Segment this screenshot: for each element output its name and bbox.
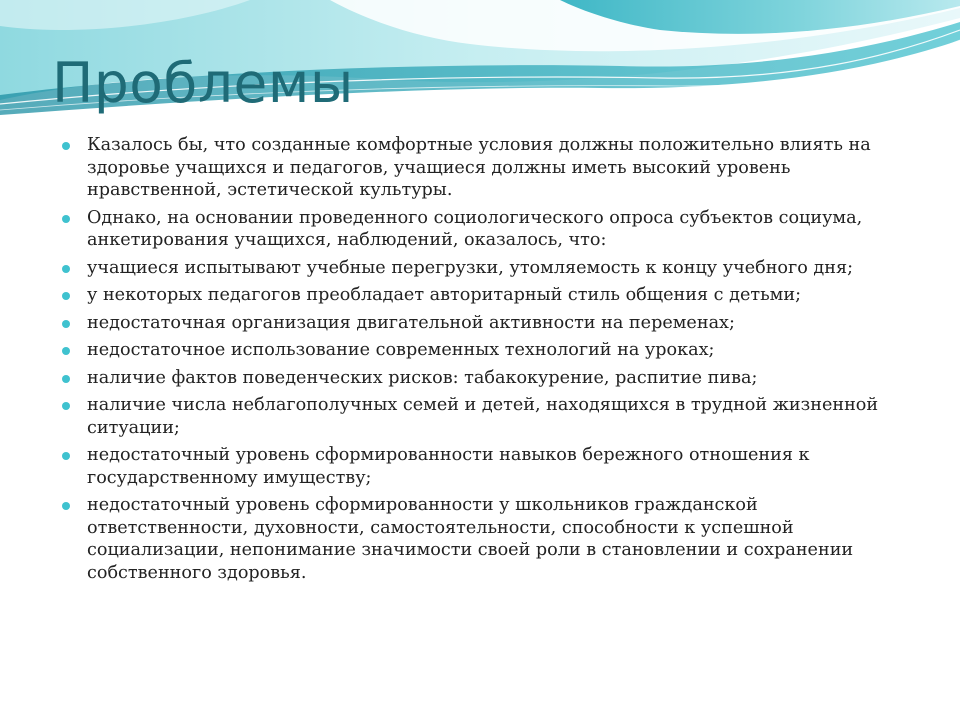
bullet-dot-icon [62,292,70,300]
bullet-text: недостаточное использование современных технологий на уроках; [87,340,715,360]
bullet-text: недостаточная организация двигательной активности на переменах; [87,312,735,333]
bullet-item [62,444,908,489]
bullet-text: учащиеся испытывают учебные перегрузки, утомляемость к концу учебного дня; [87,257,854,278]
bullet-text: Однако, на основании проведенного социологического опроса субъектов социума, анкетирования учащихся, наблюдений, оказалось, что: [87,207,863,250]
bullet-dot-icon [62,215,70,223]
bullet-text: Казалось бы, что созданные комфортные условия должны положительно влиять на здоровье учащихся и педагогов, учащиеся должны иметь высокий уровень нравственной, эстетической культуры. [87,135,871,200]
bullet-item [62,367,908,390]
bullet-dot-icon [62,265,70,273]
bullet-item [62,207,908,252]
bullet-text: наличие числа неблагополучных семей и детей, находящихся в трудной жизненной ситуации; [87,395,879,438]
bullet-text: недостаточный уровень сформированности навыков бережного отношения к государственному имуществу; [87,445,810,488]
bullet-text: недостаточный уровень сформированности у школьников гражданской ответственности, духовности, самостоятельности, способности к успешной социализации, непонимание значимости своей роли в становлении и сохранении собственного здоровья. [87,495,854,583]
bullet-text: у некоторых педагогов преобладает авторитарный стиль общения с детьми; [87,285,802,305]
bullet-list [62,134,908,589]
bullet-item [62,312,908,335]
bullet-dot-icon [62,375,70,383]
bullet-item [62,494,908,584]
bullet-dot-icon [62,142,70,150]
bullet-item [62,339,908,362]
bullet-item [62,257,908,280]
bullet-text: наличие фактов поведенческих рисков: табакокурение, распитие пива; [87,367,758,388]
bullet-dot-icon [62,402,70,410]
bullet-dot-icon [62,347,70,355]
bullet-item [62,394,908,439]
bullet-dot-icon [62,452,70,460]
bullet-dot-icon [62,502,70,510]
slide-title: Проблемы [52,51,354,115]
bullet-item [62,284,908,307]
bullet-item [62,134,908,202]
bullet-dot-icon [62,320,70,328]
